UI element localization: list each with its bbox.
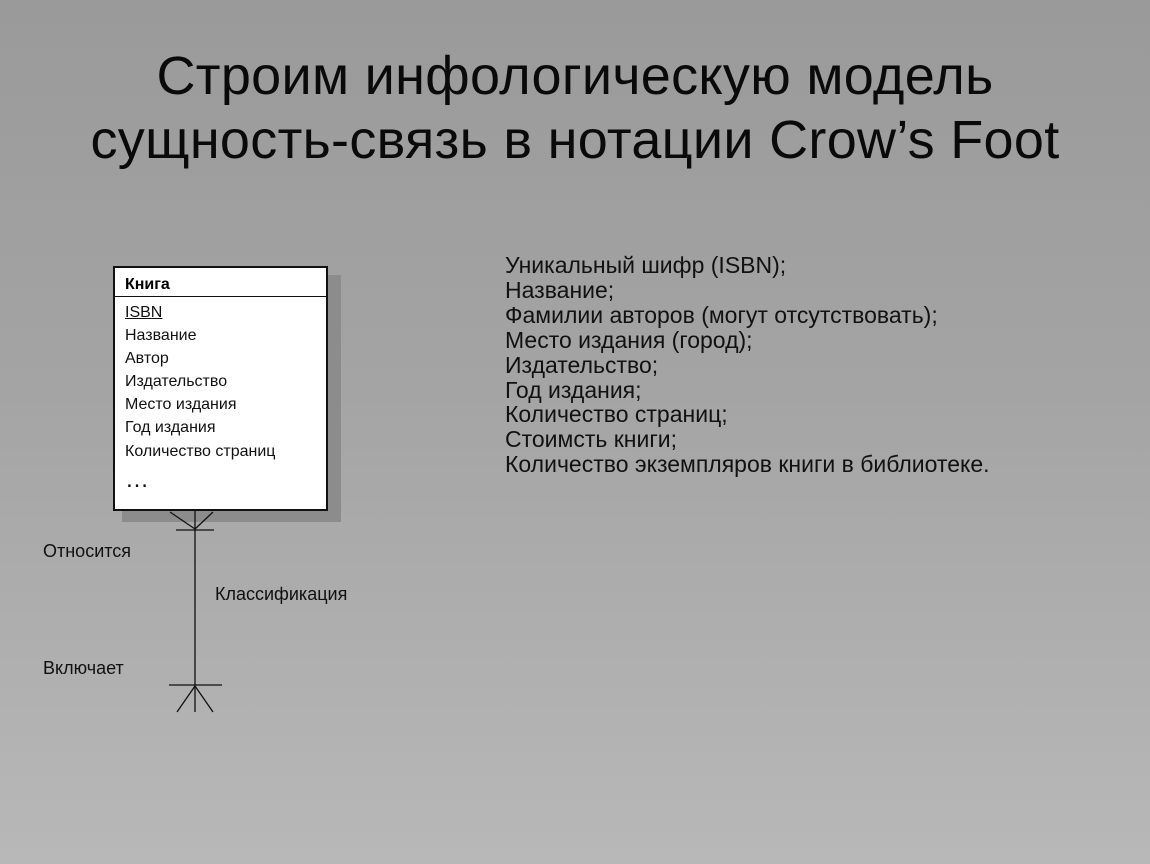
bottom-crowfoot-right [195, 686, 213, 712]
description-item: Фамилии авторов (могут отсутствовать); [505, 301, 938, 328]
entity-name: Книга [125, 276, 170, 293]
description-item: Место издания (город); [505, 326, 753, 353]
attribute-place: Место издания [125, 396, 237, 414]
description-item: Количество страниц; [505, 401, 728, 428]
attribute-pages: Количество страниц [125, 442, 276, 460]
attribute-description-list [505, 253, 990, 477]
attribute-isbn: ISBN [125, 304, 163, 321]
attribute-year: Год издания [125, 419, 216, 437]
description-item: Количество экземпляров книги в библиотеке. [505, 451, 990, 478]
title-line-1: Строим инфологическую модель [156, 46, 994, 106]
attributes-ellipsis: … [125, 466, 150, 493]
top-crowfoot-left [170, 512, 195, 529]
role-label-top: Относится [43, 541, 132, 561]
attribute-author: Автор [125, 350, 169, 368]
attribute-title: Название [125, 327, 197, 345]
description-item: Год издания; [505, 376, 642, 403]
description-item: Название; [505, 276, 615, 303]
description-item: Уникальный шифр (ISBN); [505, 252, 787, 278]
description-item: Стоимсть книги; [505, 426, 677, 453]
role-label-bottom: Включает [43, 658, 124, 678]
relationship-name: Классификация [215, 584, 348, 604]
bottom-crowfoot-left [177, 686, 195, 712]
top-crowfoot-right [195, 512, 213, 529]
description-item: Издательство; [505, 351, 659, 378]
title-line-2: сущность-связь в нотации Crow’s Foot [90, 110, 1060, 170]
attribute-publisher: Издательство [125, 373, 228, 391]
